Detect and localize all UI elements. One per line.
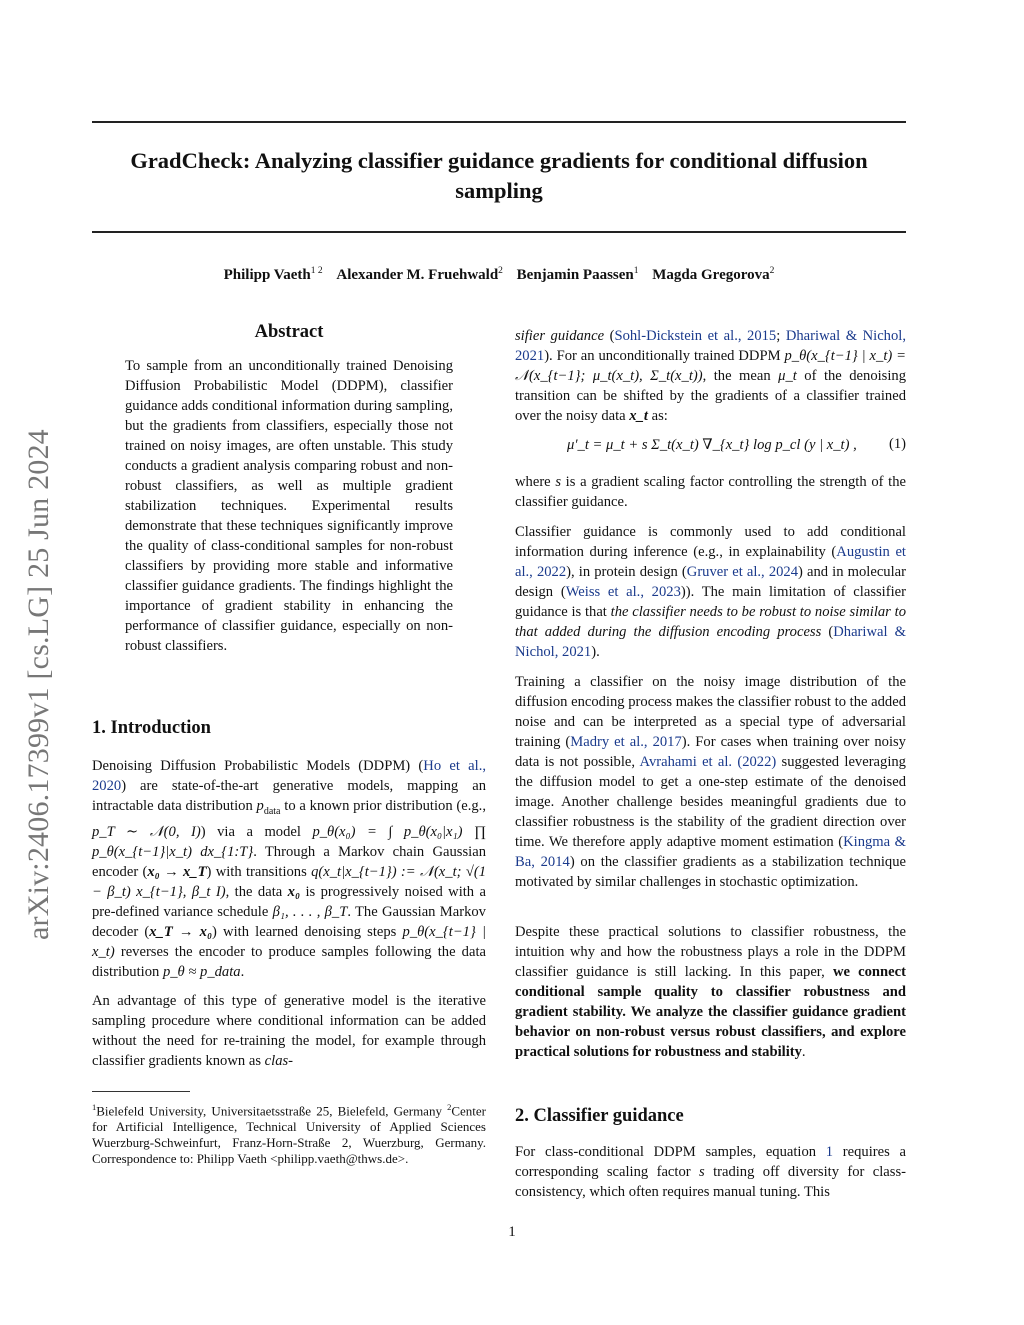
introduction-heading: 1. Introduction <box>92 718 211 738</box>
equation-number: (1) <box>888 436 906 452</box>
eq-explanation <box>515 472 906 662</box>
title-bottom-rule <box>92 231 906 233</box>
equation-body: μ′_t = μ_t + s Σ_t(x_t) ∇_{x_t} log p_cl (y | x_t) , <box>567 437 857 453</box>
citation-link[interactable]: Sohl-Dickstein et al., 2015 <box>614 328 777 344</box>
citation-link[interactable]: Dhariwal & Nichol, 2021 <box>515 624 906 660</box>
abstract-body <box>125 356 453 656</box>
footnote-rule <box>92 1091 190 1092</box>
citation-link[interactable]: Kingma & Ba, 2014 <box>515 834 906 870</box>
author: Philipp Vaeth$^{1 2}$ <box>223 266 323 283</box>
intro-paragraph-2: An advantage of this type of generative model is the iterative sampling procedure where conditional information can be added without the need for re-training the model, for example through classifier gradients known as clas- <box>92 992 486 1069</box>
contribution-paragraph <box>515 922 906 1062</box>
right-paragraph-0: sifier guidance (Sohl-Dickstein et al., 2015; Dhariwal & Nichol, 2021). For an unconditionally trained DDPM p_θ(x_{t−1} | x_t) = 𝒩(x_{t−1}; μ_t(x_t), Σ_t(x_t)), the mean μ_t of the denoising transition can be shifted by the gradients of a classifier trained over the noisy data x_t as: <box>515 328 906 424</box>
affiliation-footnote: $^1$Bielefeld University, Universitaetsstraße 25, Bielefeld, Germany $^2$Center for Artificial Intelligence, Technical University of Applied Sciences Wuerzburg-Schweinfurt, Franz-Horn-Straße 2, Wuerzburg, Germany. Correspondence to: Philipp Vaeth <philipp.vaeth@thws.de>. <box>92 1102 486 1166</box>
abstract-text: To sample from an unconditionally trained Denoising Diffusion Probabilistic Model (DDPM), classifier guidance adds conditional information during sampling, but the gradients from classifiers, especially those not trained on noisy images, are often unstable. This study conducts a gradient analysis comparing robust and non-robust classifiers, as well as multiple gradient stabilization techniques. Experimental results demonstrate that these techniques significantly improve the quality of class-conditional samples for non-robust classifiers by providing more stable and informative classifier guidance gradients. The findings highlight the importance of gradient stability in enhancing the performance of classifier guidance, especially on non-robust classifiers. <box>125 358 453 654</box>
abstract-heading: Abstract <box>254 322 324 342</box>
equation-ref-link[interactable]: 1 <box>825 1144 834 1160</box>
paper-title: GradCheck: Analyzing classifier guidance gradients for conditional diffusion sampling <box>130 148 868 203</box>
arxiv-stamp: arXiv:2406.17399v1 [cs.LG] 25 Jun 2024 <box>22 429 55 940</box>
right-paragraph-4: Despite these practical solutions to classifier robustness, the intuition why and how the robustness plays a role in the DDPM classifier guidance is still lacking. In this paper, we connect conditional sample quality to classifier robustness and gradient stability. We analyze the classifier guidance gradient behavior on non-robust versus robust classifiers, and explore practical solutions for robustness and stability. <box>515 924 906 1060</box>
introduction-body <box>92 756 486 1071</box>
citation-link[interactable]: Augustin et al., 2022 <box>515 544 906 580</box>
classifier-guidance-body <box>515 1142 906 1202</box>
author-list <box>92 266 906 284</box>
author: Alexander M. Fruehwald$^2$ <box>336 266 503 283</box>
citation-link[interactable]: Gruver et al., 2024 <box>686 564 799 580</box>
classifier-guidance-intro <box>515 326 906 426</box>
citation-link[interactable]: Ho et al., 2020 <box>92 758 486 794</box>
right-paragraph-3: Training a classifier on the noisy image distribution of the diffusion encoding process makes the classifier robust to the added noise and can be interpreted as a special type of adversarial training (Madry et al., 2017). For cases when training over noisy data is not possible, Avrahami et al. (2022) suggested leveraging the diffusion model to get a one-step estimate of the denoised image. Another challenge besides meaningful gradients due to classifier robustness is the stability of the gradient direction over time. We therefore apply adaptive moment estimation (Kingma & Ba, 2014) on the classifier gradients as a stabilization technique motivated by similar challenges in stochastic optimization. <box>515 674 906 890</box>
right-paragraph-2: Classifier guidance is commonly used to add conditional information during inference (e.g., in explainability (Augustin et al., 2022), in protein design (Gruver et al., 2024) and in molecular design (Weiss et al., 2023)). The main limitation of classifier guidance is that the classifier needs to be robust to noise similar to that added during the diffusion encoding process (Dhariwal & Nichol, 2021). <box>515 524 906 660</box>
classifier-guidance-heading: 2. Classifier guidance <box>515 1106 684 1126</box>
citation-link[interactable]: Weiss et al., 2023 <box>565 584 681 600</box>
right-paragraph-5: For class-conditional DDPM samples, equation 1 requires a corresponding scaling factor s trading off diversity for class-consistency, which often requires manual tuning. This <box>515 1144 906 1200</box>
author: Magda Gregorova$^2$ <box>652 266 775 283</box>
author: Benjamin Paassen$^1$ <box>516 266 639 283</box>
adversarial-training-paragraph <box>515 672 906 892</box>
citation-link[interactable]: Avrahami et al. (2022) <box>639 754 777 770</box>
top-rule <box>92 121 906 123</box>
citation-link[interactable]: Madry et al., 2017 <box>570 734 682 750</box>
citation-link[interactable]: Dhariwal & Nichol, 2021 <box>515 328 906 364</box>
intro-paragraph-1: Denoising Diffusion Probabilistic Models (DDPM) (Ho et al., 2020) are state-of-the-art generative models, mapping an intractable data distribution $p_{data}$ to a known prior distribution (e.g., p_T ∼ 𝒩(0, I)) via a model p_θ(x₀) = ∫ p_θ(x₀|x₁) ∏ p_θ(x_{t−1}|x_t) dx_{1:T}. Through a Markov chain Gaussian encoder (x₀ → x_T) with transitions q(x_t|x_{t−1}) := 𝒩(x_t; √(1 − β_t) x_{t−1}, β_t I), the data x₀ is progressively noised with a pre-defined variance schedule β₁, . . . , β_T. The Gaussian Markov decoder (x_T → x₀) with learned denoising steps p_θ(x_{t−1} | x_t) reverses the encoder to produce samples following the data distribution p_θ ≈ p_data. <box>92 758 486 980</box>
page-number: 1 <box>508 1224 516 1240</box>
equation-1 <box>515 436 906 460</box>
right-paragraph-1: where s is a gradient scaling factor controlling the strength of the classifier guidance. <box>515 474 906 510</box>
